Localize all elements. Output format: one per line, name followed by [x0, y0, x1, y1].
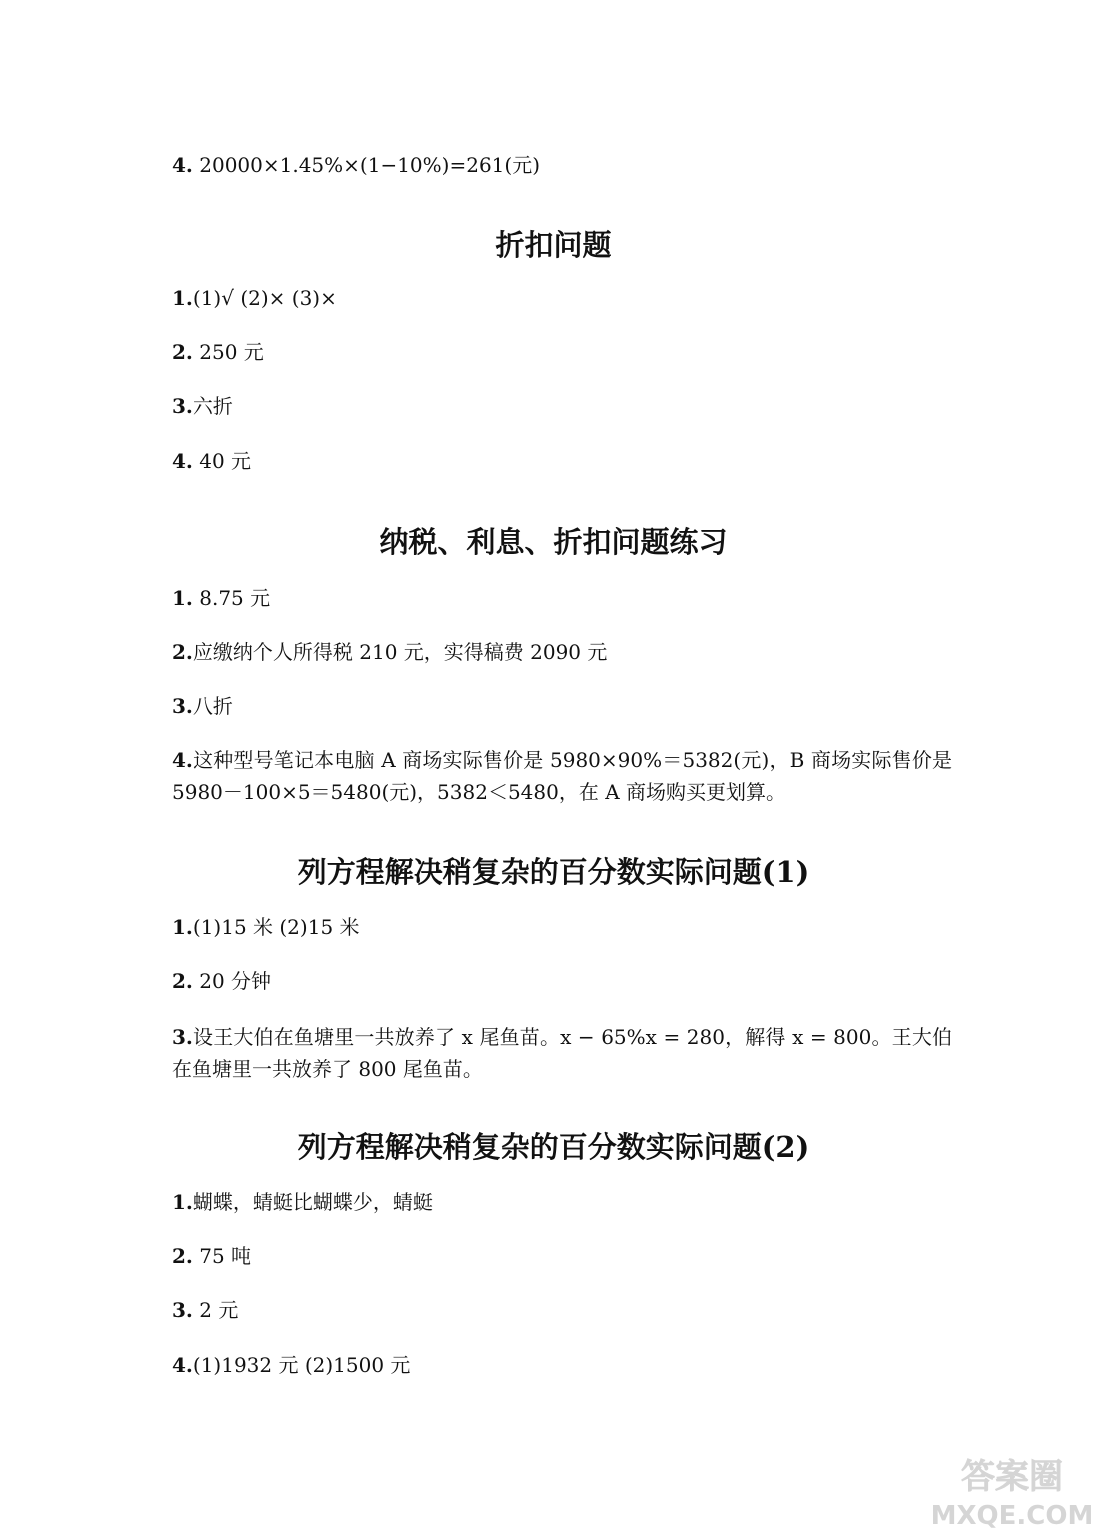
item-text: 应缴纳个人所得税 210 元，实得稿费 2090 元: [192, 640, 608, 664]
answer-item: [172, 691, 233, 721]
item-number: 2.: [172, 1244, 193, 1268]
answer-item: [172, 583, 270, 613]
item-text: 这种型号笔记本电脑 A 商场实际售价是 5980×90%＝5382(元)，B 商场实际售价是 5980－100×5＝5480(元)，5382＜5480，在 A 商场购买更划算。: [172, 748, 952, 804]
item-text: 设王大伯在鱼塘里一共放养了 x 尾鱼苗。x − 65%x = 280，解得 x = 800。王大伯在鱼塘里一共放养了 800 尾鱼苗。: [172, 1025, 952, 1081]
item-text: 20000×1.45%×(1−10%)=261(元): [192, 153, 540, 177]
item-text: (1)15 米 (2)15 米: [192, 915, 360, 939]
item-number: 4.: [172, 449, 193, 473]
svg-text:答案圈: 答案圈: [961, 1457, 1063, 1497]
answer-item: [172, 1021, 952, 1085]
item-number: 4.: [172, 748, 193, 772]
answer-item: [172, 912, 360, 942]
answer-item: [172, 637, 607, 667]
answer-item: [172, 1295, 238, 1325]
item-text: 75 吨: [192, 1244, 252, 1268]
answer-item: [172, 1187, 433, 1217]
item-text: 8.75 元: [192, 586, 271, 610]
item-number: 3.: [172, 1025, 193, 1049]
answer-item: [172, 744, 952, 808]
section-title: 折扣问题: [495, 228, 612, 262]
item-text: (1)1932 元 (2)1500 元: [192, 1353, 411, 1377]
svg-text:MXQE.COM: MXQE.COM: [930, 1501, 1094, 1531]
item-number: 1.: [172, 586, 193, 610]
item-number: 2.: [172, 640, 193, 664]
watermark-logo: [907, 1452, 1097, 1532]
item-number: 1.: [172, 286, 193, 310]
item-number: 2.: [172, 969, 193, 993]
item-text: 八折: [192, 694, 233, 718]
item-number: 4.: [172, 1353, 193, 1377]
item-text: 2 元: [192, 1298, 239, 1322]
item-text: 250 元: [192, 340, 264, 364]
item-number: 1.: [172, 1190, 193, 1214]
item-text: 六折: [192, 394, 233, 418]
answer-item: [172, 391, 233, 421]
section-title: 纳税、利息、折扣问题练习: [379, 525, 728, 559]
section-title: 列方程解决稍复杂的百分数实际问题(2): [297, 1130, 810, 1164]
answer-item: [172, 1350, 410, 1380]
answer-item: [172, 150, 540, 180]
answer-item: [172, 337, 264, 367]
item-number: 3.: [172, 694, 193, 718]
item-number: 4.: [172, 153, 193, 177]
section-title: 列方程解决稍复杂的百分数实际问题(1): [297, 855, 810, 889]
item-text: 蝴蝶，蜻蜓比蝴蝶少，蜻蜓: [192, 1190, 433, 1214]
answer-item: [172, 1241, 251, 1271]
item-number: 3.: [172, 1298, 193, 1322]
item-text: 20 分钟: [192, 969, 272, 993]
item-number: 2.: [172, 340, 193, 364]
answer-item: [172, 966, 271, 996]
answer-item: [172, 283, 337, 313]
item-number: 3.: [172, 394, 193, 418]
item-text: 40 元: [192, 449, 252, 473]
item-number: 1.: [172, 915, 193, 939]
answer-item: [172, 446, 251, 476]
item-text: (1)√ (2)× (3)×: [192, 286, 337, 310]
